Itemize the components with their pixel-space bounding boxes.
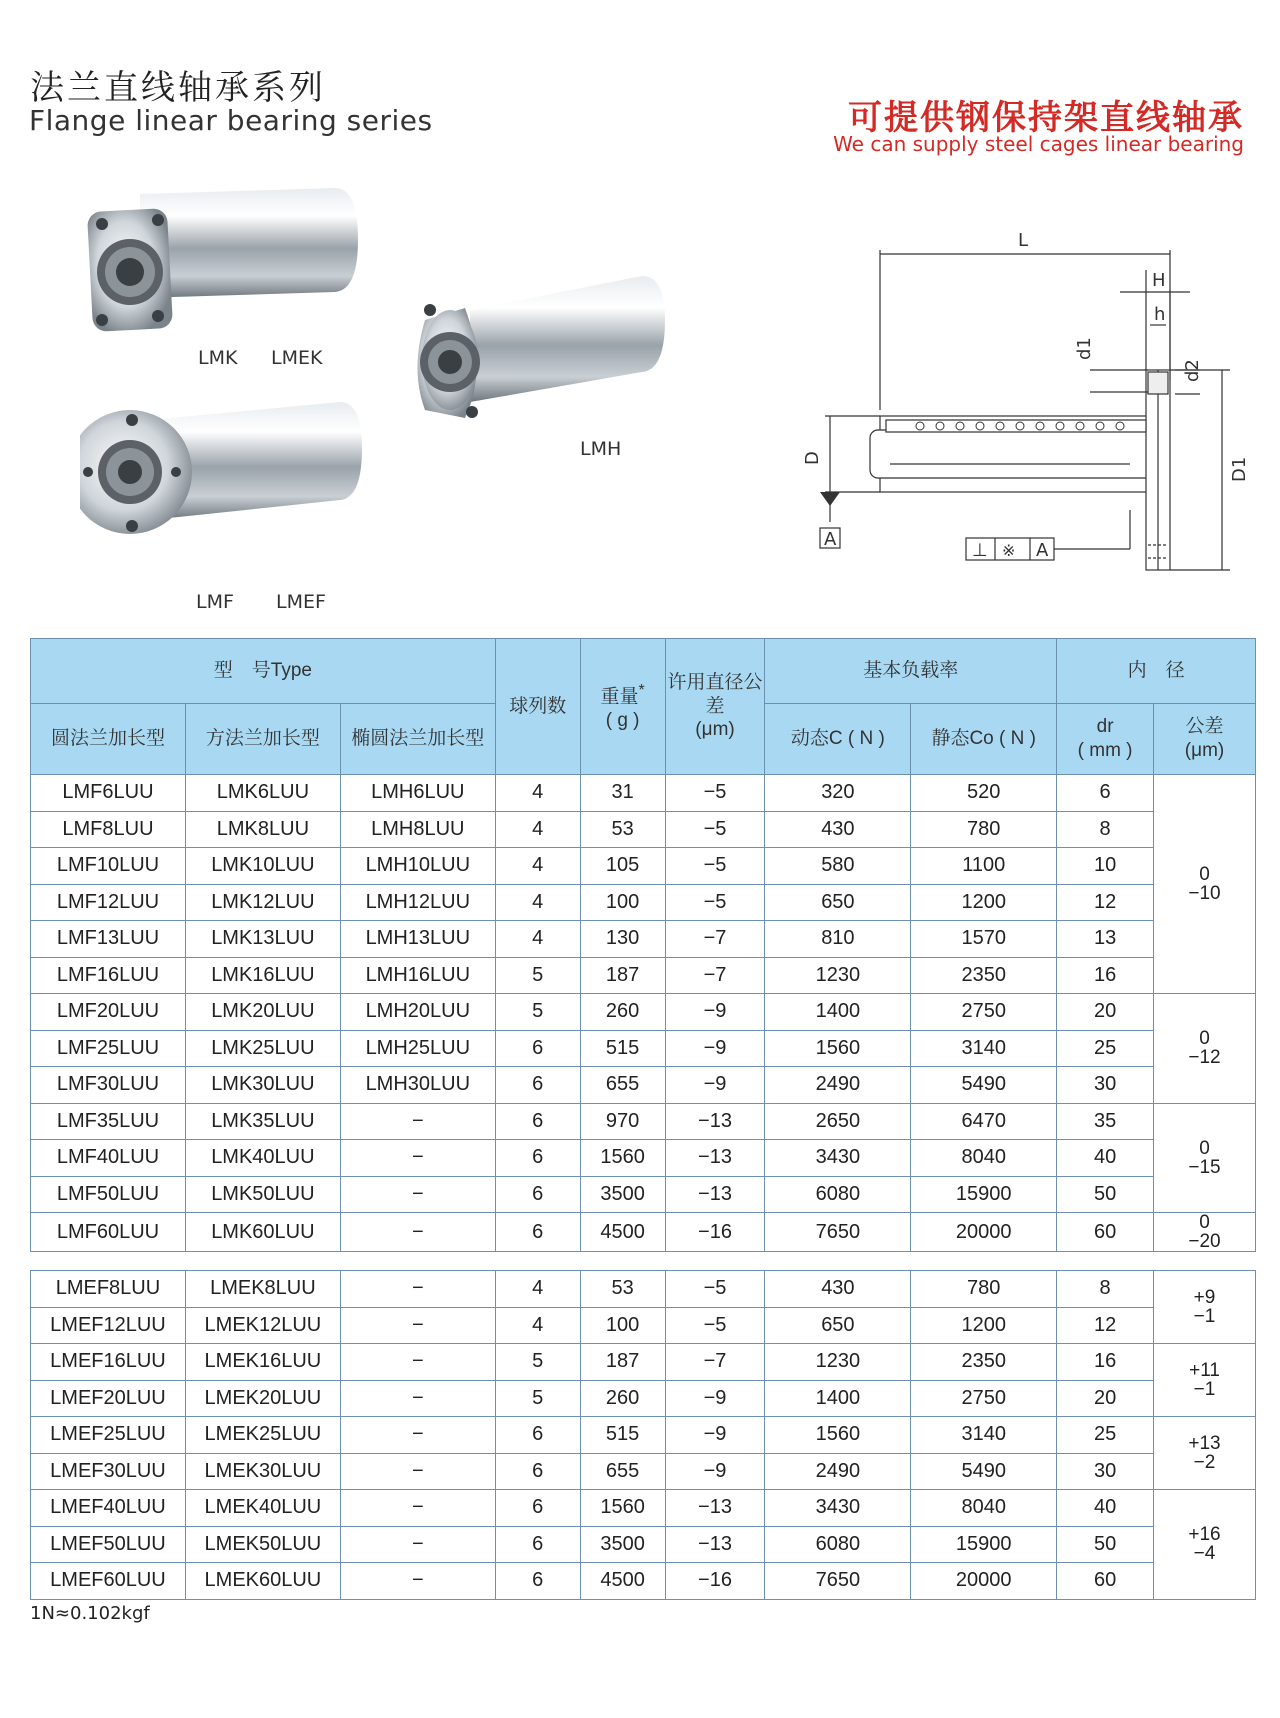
table-cell: − <box>340 1213 495 1252</box>
table-row <box>31 1271 1256 1308</box>
table-cell: LMH8LUU <box>340 811 495 848</box>
bore-tolerance-cell: 0 −15 <box>1154 1103 1256 1213</box>
table-cell: 187 <box>580 1344 665 1381</box>
table-cell: −7 <box>665 1344 765 1381</box>
table-cell: 3430 <box>765 1140 911 1177</box>
table-cell: 430 <box>765 1271 911 1308</box>
table-cell: 8040 <box>911 1490 1057 1527</box>
table-cell: 6 <box>495 1213 580 1252</box>
table-cell: 970 <box>580 1103 665 1140</box>
table-cell: 515 <box>580 1417 665 1454</box>
table-cell: −13 <box>665 1526 765 1563</box>
label-lmek: LMEK <box>271 347 323 369</box>
footnote: 1N≈0.102kgf <box>30 1603 150 1624</box>
table-cell: 25 <box>1057 1417 1154 1454</box>
table-row <box>31 1490 1256 1527</box>
table-cell: −13 <box>665 1140 765 1177</box>
table-cell: 50 <box>1057 1526 1154 1563</box>
table-cell: 7650 <box>765 1213 911 1252</box>
th-static: 静态Co ( N ) <box>911 704 1057 775</box>
table-cell: −5 <box>665 884 765 921</box>
table-row <box>31 921 1256 958</box>
table-cell: 25 <box>1057 1030 1154 1067</box>
table-cell: 40 <box>1057 1490 1154 1527</box>
table-cell: 5 <box>495 1380 580 1417</box>
table-row <box>31 1176 1256 1213</box>
table-cell: 7650 <box>765 1563 911 1600</box>
th-bore-tol: 公差 (μm) <box>1154 704 1256 775</box>
table-cell: LMEF40LUU <box>31 1490 186 1527</box>
table-cell: 53 <box>580 811 665 848</box>
table-cell: 1230 <box>765 1344 911 1381</box>
table-cell: 520 <box>911 775 1057 812</box>
table-cell: 5 <box>495 1344 580 1381</box>
dim-D1: D1 <box>1229 456 1250 482</box>
table-cell: LMEK20LUU <box>185 1380 340 1417</box>
table-cell: 6080 <box>765 1526 911 1563</box>
spec-table <box>30 638 1256 1600</box>
lmh-bearing-image <box>418 276 666 418</box>
table-cell: 20000 <box>911 1563 1057 1600</box>
table-cell: 12 <box>1057 1307 1154 1344</box>
table-cell: 10 <box>1057 848 1154 885</box>
table-cell: − <box>340 1453 495 1490</box>
product-images <box>80 180 740 610</box>
table-cell: LMF13LUU <box>31 921 186 958</box>
table-cell: 8 <box>1057 811 1154 848</box>
table-cell: LMF10LUU <box>31 848 186 885</box>
lmf-bearing-image <box>80 402 362 534</box>
table-cell: LMK8LUU <box>185 811 340 848</box>
table-cell: 260 <box>580 994 665 1031</box>
table-cell: 2490 <box>765 1453 911 1490</box>
table-cell: LMH10LUU <box>340 848 495 885</box>
table-cell: 2750 <box>911 1380 1057 1417</box>
table-cell: 6 <box>495 1526 580 1563</box>
table-row <box>31 1453 1256 1490</box>
table-cell: 2650 <box>765 1103 911 1140</box>
table-cell: 3140 <box>911 1030 1057 1067</box>
table-cell: 1570 <box>911 921 1057 958</box>
label-lmef: LMEF <box>276 591 326 613</box>
table-cell: 6 <box>495 1453 580 1490</box>
label-lmh: LMH <box>580 438 622 460</box>
table-cell: LMK60LUU <box>185 1213 340 1252</box>
table-cell: 6 <box>1057 775 1154 812</box>
table-cell: 5 <box>495 957 580 994</box>
table-cell: LMK10LUU <box>185 848 340 885</box>
table-cell: 655 <box>580 1453 665 1490</box>
th-type: 型 号Type <box>31 639 496 704</box>
perp-symbol: ⊥ <box>972 540 988 561</box>
table-row <box>31 775 1256 812</box>
table-cell: 105 <box>580 848 665 885</box>
table-cell: −5 <box>665 848 765 885</box>
table-cell: LMH6LUU <box>340 775 495 812</box>
table-cell: LMEK12LUU <box>185 1307 340 1344</box>
datum-ref: A <box>1036 540 1049 561</box>
table-cell: 4 <box>495 811 580 848</box>
th-bore: 内 径 <box>1057 639 1256 704</box>
table-cell: LMEF25LUU <box>31 1417 186 1454</box>
table-cell: 15900 <box>911 1526 1057 1563</box>
table-cell: 5 <box>495 994 580 1031</box>
th-balls: 球列数 <box>495 639 580 775</box>
table-cell: −9 <box>665 1453 765 1490</box>
table-cell: 8 <box>1057 1271 1154 1308</box>
table-cell: 30 <box>1057 1453 1154 1490</box>
table-cell: LMF12LUU <box>31 884 186 921</box>
lmk-bearing-image <box>87 188 358 332</box>
table-cell: −9 <box>665 1030 765 1067</box>
table-cell: −5 <box>665 1271 765 1308</box>
table-cell: 260 <box>580 1380 665 1417</box>
table-cell: LMK50LUU <box>185 1176 340 1213</box>
table-cell: 650 <box>765 1307 911 1344</box>
bore-tolerance-cell: +9 −1 <box>1154 1271 1256 1344</box>
table-cell: 13 <box>1057 921 1154 958</box>
table-cell: 4 <box>495 1307 580 1344</box>
table-cell: 6470 <box>911 1103 1057 1140</box>
table-cell: 20000 <box>911 1213 1057 1252</box>
table-cell: −7 <box>665 921 765 958</box>
th-tolerance: 许用直径公差 (μm) <box>665 639 765 775</box>
table-cell: 655 <box>580 1067 665 1104</box>
table-cell: LMK35LUU <box>185 1103 340 1140</box>
table-row <box>31 1417 1256 1454</box>
table-cell: LMF60LUU <box>31 1213 186 1252</box>
sym-symbol: ※ <box>1002 541 1016 560</box>
table-cell: − <box>340 1526 495 1563</box>
table-cell: LMF6LUU <box>31 775 186 812</box>
table-cell: 2350 <box>911 957 1057 994</box>
table-cell: LMEF30LUU <box>31 1453 186 1490</box>
table-row <box>31 1030 1256 1067</box>
table-cell: −16 <box>665 1563 765 1600</box>
table-cell: 2490 <box>765 1067 911 1104</box>
table-cell: 6 <box>495 1067 580 1104</box>
table-cell: 650 <box>765 884 911 921</box>
table-cell: 1100 <box>911 848 1057 885</box>
table-cell: 4500 <box>580 1213 665 1252</box>
table-cell: 16 <box>1057 1344 1154 1381</box>
table-cell: 4 <box>495 884 580 921</box>
table-cell: LMEK50LUU <box>185 1526 340 1563</box>
table-cell: 320 <box>765 775 911 812</box>
table-cell: 1230 <box>765 957 911 994</box>
bore-tolerance-cell: 0 −20 <box>1154 1213 1256 1252</box>
table-cell: 1560 <box>580 1140 665 1177</box>
table-cell: 60 <box>1057 1563 1154 1600</box>
dim-d2: d2 <box>1182 359 1203 382</box>
table-cell: LMEK16LUU <box>185 1344 340 1381</box>
promo-cn: 可提供钢保持架直线轴承 <box>848 98 1244 138</box>
table-row <box>31 1307 1256 1344</box>
table-cell: − <box>340 1140 495 1177</box>
table-cell: 6 <box>495 1490 580 1527</box>
table-cell: −13 <box>665 1176 765 1213</box>
table-row <box>31 884 1256 921</box>
table-cell: −9 <box>665 1380 765 1417</box>
table-cell: 35 <box>1057 1103 1154 1140</box>
table-cell: LMH30LUU <box>340 1067 495 1104</box>
bore-tolerance-cell: 0 −10 <box>1154 775 1256 994</box>
table-cell: 1560 <box>765 1417 911 1454</box>
table-cell: LMF30LUU <box>31 1067 186 1104</box>
table-cell: 187 <box>580 957 665 994</box>
table-cell: 4 <box>495 921 580 958</box>
promo-en: We can supply steel cages linear bearing <box>833 132 1244 156</box>
table-cell: 810 <box>765 921 911 958</box>
table-cell: LMEK25LUU <box>185 1417 340 1454</box>
title-en: Flange linear bearing series <box>29 104 433 137</box>
table-cell: LMEK8LUU <box>185 1271 340 1308</box>
table-cell: −13 <box>665 1490 765 1527</box>
dim-L: L <box>1018 230 1029 251</box>
table-cell: 5490 <box>911 1067 1057 1104</box>
table-cell: 1200 <box>911 1307 1057 1344</box>
title-cn: 法兰直线轴承系列 <box>30 68 326 108</box>
table-cell: LMK25LUU <box>185 1030 340 1067</box>
table-body <box>31 775 1256 1600</box>
table-cell: LMEF12LUU <box>31 1307 186 1344</box>
table-row <box>31 848 1256 885</box>
table-cell: − <box>340 1380 495 1417</box>
th-weight: 重量* ( g ) <box>580 639 665 775</box>
table-cell: −7 <box>665 957 765 994</box>
table-cell: LMF50LUU <box>31 1176 186 1213</box>
table-cell: 3500 <box>580 1526 665 1563</box>
table-cell: 20 <box>1057 1380 1154 1417</box>
table-cell: − <box>340 1417 495 1454</box>
table-cell: LMEF16LUU <box>31 1344 186 1381</box>
table-cell: 130 <box>580 921 665 958</box>
table-cell: LMF8LUU <box>31 811 186 848</box>
table-cell: 6 <box>495 1563 580 1600</box>
table-row <box>31 1563 1256 1600</box>
table-cell: − <box>340 1563 495 1600</box>
table-cell: 4 <box>495 1271 580 1308</box>
table-cell: 53 <box>580 1271 665 1308</box>
table-cell: LMEF50LUU <box>31 1526 186 1563</box>
table-cell: 1400 <box>765 994 911 1031</box>
table-cell: 1560 <box>765 1030 911 1067</box>
table-cell: LMEK30LUU <box>185 1453 340 1490</box>
dim-D: D <box>802 451 823 465</box>
table-cell: 2350 <box>911 1344 1057 1381</box>
table-cell: 515 <box>580 1030 665 1067</box>
table-cell: 100 <box>580 884 665 921</box>
table-cell: −5 <box>665 775 765 812</box>
table-cell: − <box>340 1176 495 1213</box>
table-cell: LMF16LUU <box>31 957 186 994</box>
table-cell: LMH16LUU <box>340 957 495 994</box>
table-cell: 60 <box>1057 1213 1154 1252</box>
table-cell: 12 <box>1057 884 1154 921</box>
table-row <box>31 811 1256 848</box>
table-cell: LMH25LUU <box>340 1030 495 1067</box>
table-cell: 3500 <box>580 1176 665 1213</box>
table-cell: 16 <box>1057 957 1154 994</box>
table-cell: LMK6LUU <box>185 775 340 812</box>
table-cell: LMEK60LUU <box>185 1563 340 1600</box>
table-cell: 580 <box>765 848 911 885</box>
table-spacer <box>31 1252 1256 1271</box>
table-cell: 3430 <box>765 1490 911 1527</box>
table-cell: 31 <box>580 775 665 812</box>
table-cell: 100 <box>580 1307 665 1344</box>
table-cell: LMK13LUU <box>185 921 340 958</box>
table-cell: −9 <box>665 1067 765 1104</box>
table-cell: LMK16LUU <box>185 957 340 994</box>
table-cell: LMF20LUU <box>31 994 186 1031</box>
label-lmf: LMF <box>196 591 234 613</box>
table-cell: LMK20LUU <box>185 994 340 1031</box>
table-cell: −16 <box>665 1213 765 1252</box>
table-cell: LMF25LUU <box>31 1030 186 1067</box>
table-cell: 2750 <box>911 994 1057 1031</box>
table-cell: LMK12LUU <box>185 884 340 921</box>
table-cell: 20 <box>1057 994 1154 1031</box>
table-cell: 6 <box>495 1417 580 1454</box>
table-cell: − <box>340 1271 495 1308</box>
table-cell: 6080 <box>765 1176 911 1213</box>
table-row <box>31 1140 1256 1177</box>
table-cell: 780 <box>911 1271 1057 1308</box>
th-round: 圆法兰加长型 <box>31 704 186 775</box>
table-cell: LMEK40LUU <box>185 1490 340 1527</box>
table-cell: −5 <box>665 1307 765 1344</box>
dim-d1: d1 <box>1074 337 1095 360</box>
table-row <box>31 1344 1256 1381</box>
table-cell: 3140 <box>911 1417 1057 1454</box>
table-cell: LMH20LUU <box>340 994 495 1031</box>
table-cell: 8040 <box>911 1140 1057 1177</box>
table-cell: − <box>340 1490 495 1527</box>
table-cell: 6 <box>495 1030 580 1067</box>
table-cell: 780 <box>911 811 1057 848</box>
th-oval: 椭圆法兰加长型 <box>340 704 495 775</box>
table-cell: −5 <box>665 811 765 848</box>
table-cell: LMH13LUU <box>340 921 495 958</box>
th-dr: dr ( mm ) <box>1057 704 1154 775</box>
label-lmk: LMK <box>198 347 238 369</box>
table-row <box>31 1067 1256 1104</box>
table-row <box>31 1526 1256 1563</box>
table-cell: −9 <box>665 1417 765 1454</box>
table-cell: LMF40LUU <box>31 1140 186 1177</box>
table-row <box>31 1103 1256 1140</box>
table-cell: 6 <box>495 1103 580 1140</box>
table-row <box>31 994 1256 1031</box>
bore-tolerance-cell: 0 −12 <box>1154 994 1256 1104</box>
table-cell: LMEF60LUU <box>31 1563 186 1600</box>
table-row <box>31 1380 1256 1417</box>
table-cell: 4500 <box>580 1563 665 1600</box>
th-square: 方法兰加长型 <box>185 704 340 775</box>
dim-H: H <box>1152 270 1166 291</box>
table-row <box>31 957 1256 994</box>
dim-h: h <box>1154 304 1166 325</box>
table-cell: 6 <box>495 1176 580 1213</box>
table-cell: −9 <box>665 994 765 1031</box>
table-cell: − <box>340 1103 495 1140</box>
th-load: 基本负载率 <box>765 639 1057 704</box>
table-cell: LMEF8LUU <box>31 1271 186 1308</box>
table-cell: 5490 <box>911 1453 1057 1490</box>
table-cell: 1400 <box>765 1380 911 1417</box>
table-cell: 40 <box>1057 1140 1154 1177</box>
table-cell: 4 <box>495 848 580 885</box>
table-cell: − <box>340 1307 495 1344</box>
table-cell: 15900 <box>911 1176 1057 1213</box>
table-cell: 1200 <box>911 884 1057 921</box>
table-cell: LMF35LUU <box>31 1103 186 1140</box>
table-cell: LMK40LUU <box>185 1140 340 1177</box>
table-cell: −13 <box>665 1103 765 1140</box>
technical-drawing <box>790 220 1270 620</box>
table-cell: 1560 <box>580 1490 665 1527</box>
table-cell: LMK30LUU <box>185 1067 340 1104</box>
table-cell: 50 <box>1057 1176 1154 1213</box>
th-dynamic: 动态C ( N ) <box>765 704 911 775</box>
table-cell: 30 <box>1057 1067 1154 1104</box>
datum-a: A <box>824 529 837 550</box>
table-cell: 430 <box>765 811 911 848</box>
table-cell: LMH12LUU <box>340 884 495 921</box>
table-cell: LMEF20LUU <box>31 1380 186 1417</box>
table-cell: − <box>340 1344 495 1381</box>
bore-tolerance-cell: +13 −2 <box>1154 1417 1256 1490</box>
table-row <box>31 1213 1256 1252</box>
bore-tolerance-cell: +16 −4 <box>1154 1490 1256 1600</box>
table-cell: 6 <box>495 1140 580 1177</box>
bore-tolerance-cell: +11 −1 <box>1154 1344 1256 1417</box>
table-cell: 4 <box>495 775 580 812</box>
